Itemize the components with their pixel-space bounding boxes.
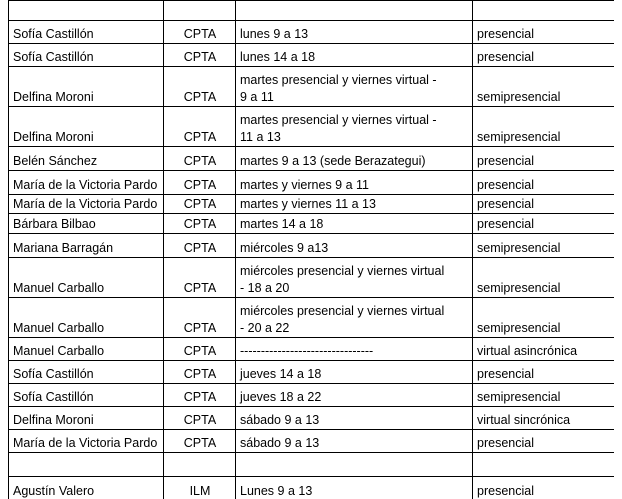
schedule-cell[interactable]: lunes 14 a 18 xyxy=(236,44,473,67)
mode-cell[interactable]: semipresencial xyxy=(473,384,615,407)
mode-cell[interactable]: semipresencial xyxy=(473,67,615,107)
schedule-cell[interactable]: martes presencial y viernes virtual - 11 a 13 xyxy=(236,107,473,147)
table-row xyxy=(9,171,615,195)
code-cell[interactable]: CPTA xyxy=(164,384,236,407)
code-cell[interactable]: CPTA xyxy=(164,258,236,298)
table-row xyxy=(9,453,615,477)
table-row xyxy=(9,338,615,361)
schedule-cell[interactable]: martes 14 a 18 xyxy=(236,214,473,234)
name-cell[interactable]: Delfina Moroni xyxy=(9,107,164,147)
schedule-cell[interactable]: lunes 9 a 13 xyxy=(236,21,473,44)
table-row xyxy=(9,384,615,407)
table-row xyxy=(9,430,615,453)
code-cell[interactable]: ILM xyxy=(164,477,236,499)
mode-cell[interactable] xyxy=(473,1,615,21)
name-cell[interactable]: Manuel Carballo xyxy=(9,338,164,361)
name-cell[interactable]: Bárbara Bilbao xyxy=(9,214,164,234)
table-row xyxy=(9,1,615,21)
mode-cell[interactable]: semipresencial xyxy=(473,107,615,147)
name-cell[interactable]: Sofía Castillón xyxy=(9,44,164,67)
code-cell[interactable]: CPTA xyxy=(164,44,236,67)
schedule-cell[interactable]: martes 9 a 13 (sede Berazategui) xyxy=(236,147,473,171)
schedule-cell[interactable]: sábado 9 a 13 xyxy=(236,407,473,430)
code-cell[interactable]: CPTA xyxy=(164,407,236,430)
schedule-cell[interactable]: jueves 14 a 18 xyxy=(236,361,473,384)
table-row xyxy=(9,21,615,44)
code-cell[interactable]: CPTA xyxy=(164,21,236,44)
schedule-cell[interactable]: miércoles presencial y viernes virtual - 20 a 22 xyxy=(236,298,473,338)
table-row xyxy=(9,407,615,430)
name-cell[interactable]: María de la Victoria Pardo xyxy=(9,171,164,195)
schedule-cell[interactable]: martes y viernes 11 a 13 xyxy=(236,195,473,214)
mode-cell[interactable]: presencial xyxy=(473,361,615,384)
table-row xyxy=(9,44,615,67)
mode-cell[interactable] xyxy=(473,453,615,477)
mode-cell[interactable]: semipresencial xyxy=(473,298,615,338)
code-cell[interactable]: CPTA xyxy=(164,430,236,453)
mode-cell[interactable]: presencial xyxy=(473,195,615,214)
table-row xyxy=(9,107,615,147)
table-row xyxy=(9,298,615,338)
name-cell[interactable]: Sofía Castillón xyxy=(9,384,164,407)
code-cell[interactable]: CPTA xyxy=(164,214,236,234)
code-cell[interactable]: CPTA xyxy=(164,195,236,214)
code-cell[interactable]: CPTA xyxy=(164,147,236,171)
code-cell[interactable]: CPTA xyxy=(164,67,236,107)
name-cell[interactable]: Delfina Moroni xyxy=(9,67,164,107)
mode-cell[interactable]: presencial xyxy=(473,171,615,195)
code-cell[interactable]: CPTA xyxy=(164,338,236,361)
name-cell[interactable] xyxy=(9,1,164,21)
table-row xyxy=(9,361,615,384)
code-cell[interactable]: CPTA xyxy=(164,107,236,147)
spreadsheet-sheet xyxy=(8,0,614,499)
name-cell[interactable]: Agustín Valero xyxy=(9,477,164,499)
name-cell[interactable]: María de la Victoria Pardo xyxy=(9,430,164,453)
schedule-cell[interactable]: miércoles 9 a13 xyxy=(236,234,473,258)
code-cell[interactable]: CPTA xyxy=(164,361,236,384)
mode-cell[interactable]: presencial xyxy=(473,430,615,453)
code-cell[interactable]: CPTA xyxy=(164,234,236,258)
schedule-cell[interactable] xyxy=(236,453,473,477)
name-cell[interactable]: Manuel Carballo xyxy=(9,298,164,338)
table-row xyxy=(9,477,615,499)
table-row xyxy=(9,258,615,298)
schedule-cell[interactable]: -------------------------------- xyxy=(236,338,473,361)
code-cell[interactable]: CPTA xyxy=(164,298,236,338)
mode-cell[interactable]: virtual sincrónica xyxy=(473,407,615,430)
code-cell[interactable] xyxy=(164,453,236,477)
mode-cell[interactable]: semipresencial xyxy=(473,234,615,258)
schedule-cell[interactable]: sábado 9 a 13 xyxy=(236,430,473,453)
name-cell[interactable]: Sofía Castillón xyxy=(9,361,164,384)
table-row xyxy=(9,214,615,234)
name-cell[interactable] xyxy=(9,453,164,477)
schedule-table xyxy=(8,0,614,499)
mode-cell[interactable]: presencial xyxy=(473,214,615,234)
name-cell[interactable]: Delfina Moroni xyxy=(9,407,164,430)
table-row xyxy=(9,147,615,171)
mode-cell[interactable]: presencial xyxy=(473,477,615,499)
code-cell[interactable] xyxy=(164,1,236,21)
schedule-cell[interactable]: jueves 18 a 22 xyxy=(236,384,473,407)
mode-cell[interactable]: presencial xyxy=(473,147,615,171)
schedule-cell[interactable] xyxy=(236,1,473,21)
schedule-cell[interactable]: martes y viernes 9 a 11 xyxy=(236,171,473,195)
name-cell[interactable]: Sofía Castillón xyxy=(9,21,164,44)
schedule-cell[interactable]: Lunes 9 a 13 xyxy=(236,477,473,499)
name-cell[interactable]: Belén Sánchez xyxy=(9,147,164,171)
schedule-cell[interactable]: miércoles presencial y viernes virtual - 18 a 20 xyxy=(236,258,473,298)
mode-cell[interactable]: virtual asincrónica xyxy=(473,338,615,361)
code-cell[interactable]: CPTA xyxy=(164,171,236,195)
mode-cell[interactable]: presencial xyxy=(473,44,615,67)
name-cell[interactable]: Mariana Barragán xyxy=(9,234,164,258)
mode-cell[interactable]: semipresencial xyxy=(473,258,615,298)
table-row xyxy=(9,67,615,107)
table-row xyxy=(9,234,615,258)
schedule-table-body xyxy=(9,1,615,499)
mode-cell[interactable]: presencial xyxy=(473,21,615,44)
schedule-cell[interactable]: martes presencial y viernes virtual - 9 a 11 xyxy=(236,67,473,107)
name-cell[interactable]: Manuel Carballo xyxy=(9,258,164,298)
name-cell[interactable]: María de la Victoria Pardo xyxy=(9,195,164,214)
table-row xyxy=(9,195,615,214)
